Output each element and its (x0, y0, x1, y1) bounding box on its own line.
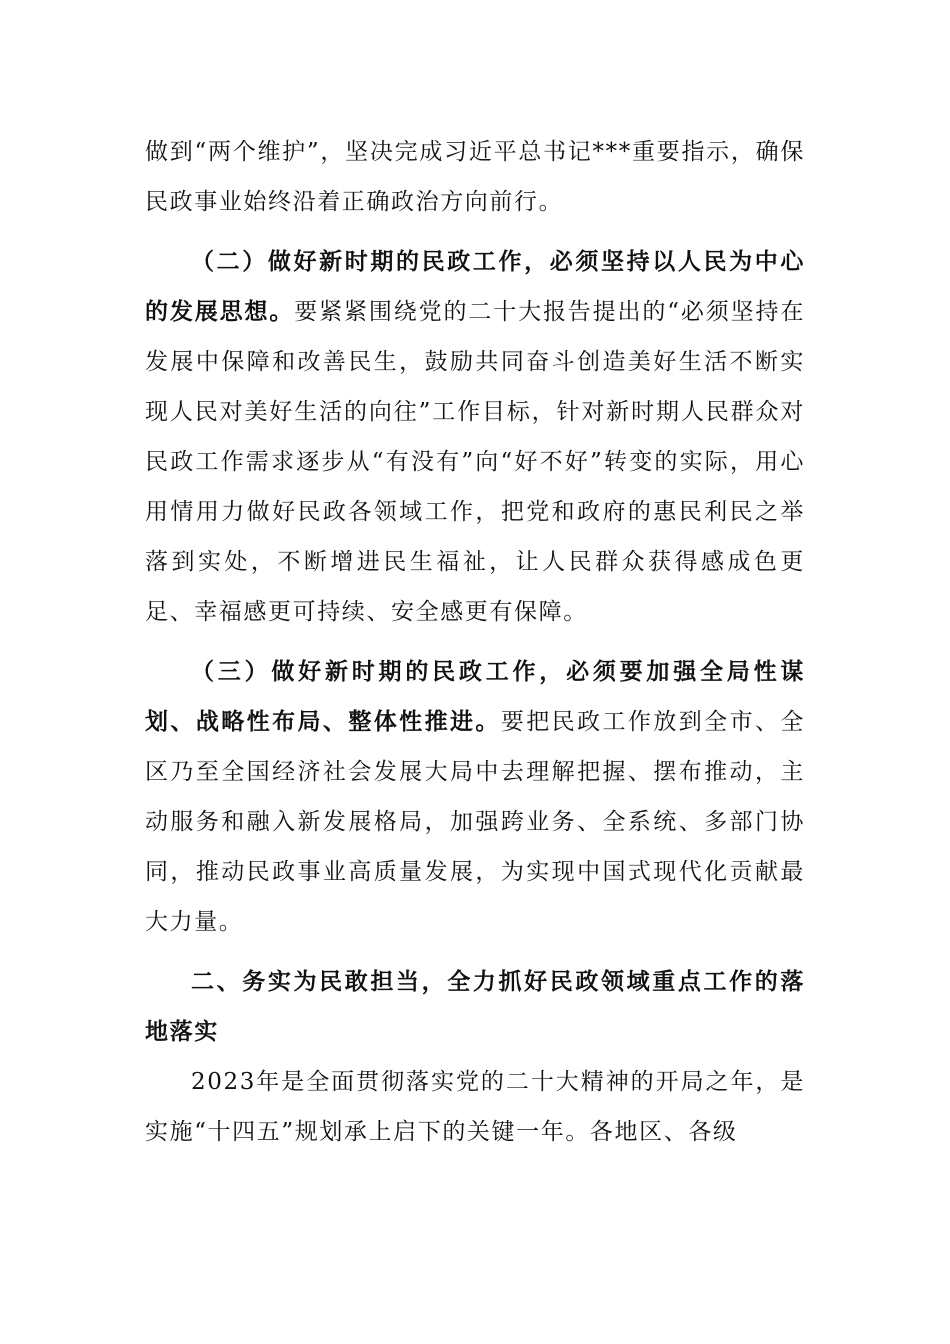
document-page (145, 127, 805, 1157)
paragraph-4: 2023年是全面贯彻落实党的二十大精神的开局之年，是实施“十四五”规划承上启下的关键一年。各地区、各级 (145, 1069, 805, 1145)
paragraph-2 (145, 237, 805, 637)
paragraph-3 (145, 647, 805, 947)
paragraph-continuation: 做到“两个维护”，坚决完成习近平总书记***重要指示，确保民政事业始终沿着正确政治方向前行。 (145, 139, 805, 215)
paragraph-2-heading: （二）做好新时期的民政工作，必须坚持以人民为中心的发展思想。 (145, 248, 805, 325)
paragraph-2-body: 要紧紧围绕党的二十大报告提出的“必须坚持在发展中保障和改善民生，鼓励共同奋斗创造美好生活不断实现人民对美好生活的向往”工作目标，针对新时期人民群众对民政工作需求逐步从“有没有”向“好不好”转变的实际，用心用情用力做好民政各领域工作，把党和政府的惠民利民之举落到实处，不断增进民生福祉，让人民群众获得感成色更足、幸福感更可持续、安全感更有保障。 (145, 299, 806, 625)
paragraph-3-heading: （三）做好新时期的民政工作，必须要加强全局性谋划、战略性布局、整体性推进。 (145, 658, 805, 735)
paragraph-3-body: 要把民政工作放到全市、全区乃至全国经济社会发展大局中去理解把握、摆布推动，主动服务和融入新发展格局，加强跨业务、全系统、多部门协同，推动民政事业高质量发展，为实现中国式现代化贡献最大力量。 (145, 709, 806, 935)
section-heading: 二、务实为民敢担当，全力抓好民政领域重点工作的落地落实 (145, 968, 805, 1045)
